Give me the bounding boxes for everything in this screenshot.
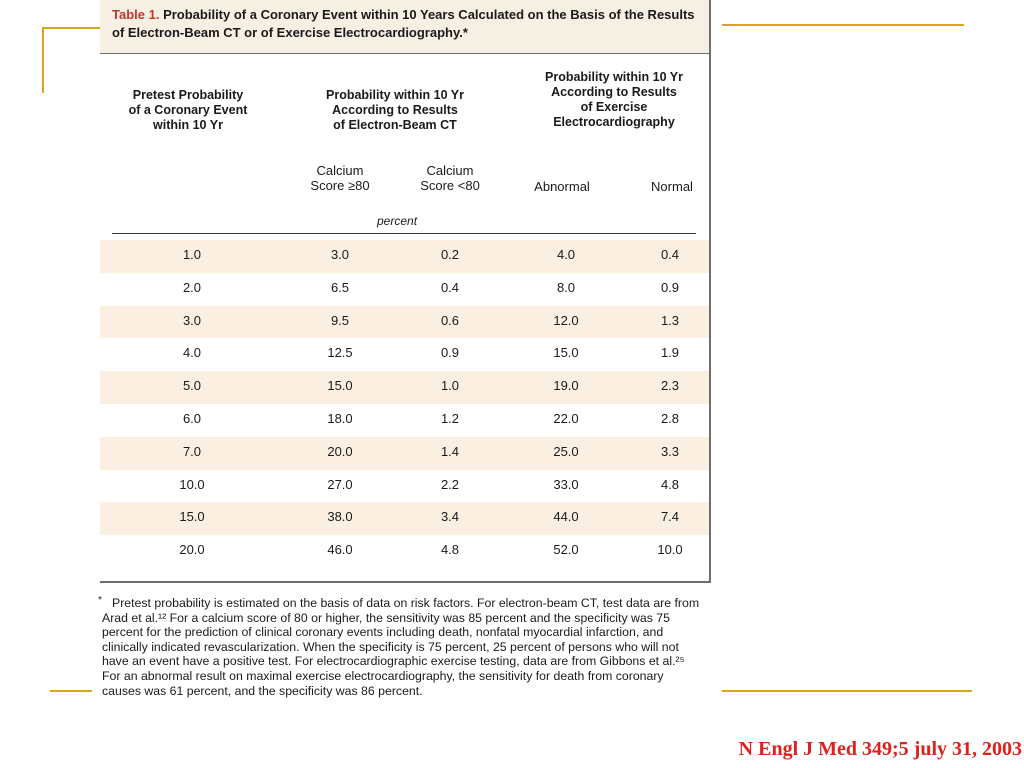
table-cell: 0.4 bbox=[440, 279, 460, 295]
table-body bbox=[100, 240, 709, 568]
header-line: Probability within 10 Yr bbox=[326, 88, 464, 102]
table-row bbox=[100, 502, 709, 535]
subheader-calcium-high bbox=[290, 163, 390, 193]
table-cell: 3.0 bbox=[330, 247, 350, 262]
table-cell: 44.0 bbox=[553, 509, 579, 525]
table-cell: 7.0 bbox=[182, 443, 202, 459]
table-cell: 20.0 bbox=[179, 542, 205, 558]
footnote-marker: * bbox=[98, 595, 102, 606]
header-ecg bbox=[520, 70, 708, 130]
table-cell: 8.0 bbox=[556, 279, 576, 295]
table-cell: 15.0 bbox=[553, 345, 579, 361]
table-cell: 1.2 bbox=[440, 410, 460, 426]
subheader-line: Calcium bbox=[426, 163, 474, 178]
table-cell: 19.0 bbox=[553, 378, 579, 394]
table-cell: 6.5 bbox=[330, 279, 350, 295]
table-cell: 10.0 bbox=[657, 542, 683, 558]
table-cell: 0.9 bbox=[440, 345, 460, 361]
table-cell: 22.0 bbox=[553, 410, 579, 426]
table-row bbox=[100, 470, 709, 503]
header-line: within 10 Yr bbox=[153, 118, 223, 132]
decor-line-top-left bbox=[42, 27, 100, 29]
table-cell: 27.0 bbox=[327, 476, 353, 492]
table-cell: 0.9 bbox=[660, 279, 680, 295]
table-cell: 9.5 bbox=[330, 312, 350, 328]
table-cell: 38.0 bbox=[327, 509, 353, 525]
table-cell: 33.0 bbox=[553, 476, 579, 492]
table-cell: 0.4 bbox=[660, 247, 680, 262]
header-line: Electrocardiography bbox=[553, 115, 675, 129]
footnote bbox=[98, 595, 702, 698]
table-cell: 12.5 bbox=[327, 345, 353, 361]
table-cell: 46.0 bbox=[327, 542, 353, 558]
footnote-text: Pretest probability is estimated on the basis of data on risk factors. For electron-beam CT, test data are from Arad et al.¹² For a calcium score of 80 or higher, the sensitivity was 85 percent and the specificity was 75 percent for the prediction of clinical coronary events including death, nonfatal myocardial infarction, and clinically indicated revascularization. When the specificity is 75 percent, 25 percent of persons who will not have an event have a positive test. For electrocardiographic exercise testing, data are from Gibbons et al.²⁵ For an abnormal result on maximal exercise electrocardiography, the sensitivity for death from coronary causes was 61 percent, and the specificity was 86 percent. bbox=[102, 596, 700, 698]
header-line: According to Results bbox=[551, 85, 677, 99]
table-cell: 2.8 bbox=[660, 410, 680, 426]
table-cell: 25.0 bbox=[553, 443, 579, 459]
table-cell: 2.2 bbox=[440, 476, 460, 492]
header-line: of Electron-Beam CT bbox=[333, 118, 457, 132]
table-row bbox=[100, 338, 709, 371]
header-line: of Exercise bbox=[580, 100, 648, 114]
decor-line-left-vertical bbox=[42, 27, 44, 93]
table-cell: 4.0 bbox=[556, 247, 576, 262]
table-cell: 15.0 bbox=[327, 378, 353, 394]
table-cell: 1.0 bbox=[182, 247, 202, 262]
decor-line-bottom-right bbox=[722, 690, 972, 692]
table-row bbox=[100, 535, 709, 568]
table-cell: 1.4 bbox=[440, 443, 460, 459]
table-cell: 2.3 bbox=[660, 378, 680, 394]
table-cell: 1.0 bbox=[440, 378, 460, 394]
decor-line-top-right bbox=[722, 24, 964, 26]
table-cell: 0.2 bbox=[440, 247, 460, 262]
table-row bbox=[100, 306, 709, 339]
table-row bbox=[100, 404, 709, 437]
table-cell: 5.0 bbox=[182, 378, 202, 394]
citation: N Engl J Med 349;5 july 31, 2003 bbox=[738, 738, 1022, 760]
header-line: According to Results bbox=[332, 103, 458, 117]
table-cell: 4.8 bbox=[660, 476, 680, 492]
subheader-line: Calcium bbox=[316, 163, 364, 178]
table-title bbox=[100, 0, 709, 54]
table-cell: 4.0 bbox=[182, 345, 202, 361]
table-row bbox=[100, 240, 709, 273]
table-cell: 0.6 bbox=[440, 312, 460, 328]
table-cell: 6.0 bbox=[182, 410, 202, 426]
table-cell: 1.3 bbox=[660, 312, 680, 328]
subheader-calcium-low bbox=[400, 163, 500, 193]
decor-line-bottom-left bbox=[50, 690, 92, 692]
table-cell: 1.9 bbox=[660, 345, 680, 361]
table-cell: 7.4 bbox=[660, 509, 680, 525]
table-row bbox=[100, 371, 709, 404]
header-line: Probability within 10 Yr bbox=[545, 70, 683, 84]
table-cell: 15.0 bbox=[179, 509, 205, 525]
header-rule bbox=[112, 233, 696, 234]
subheader-normal: Normal bbox=[651, 179, 693, 194]
table-cell: 18.0 bbox=[327, 410, 353, 426]
table-row bbox=[100, 273, 709, 306]
table-cell: 10.0 bbox=[179, 476, 205, 492]
table-cell: 3.4 bbox=[440, 509, 460, 525]
table-panel bbox=[100, 0, 711, 583]
header-ebct bbox=[290, 88, 500, 133]
table-cell: 52.0 bbox=[553, 542, 579, 558]
table-cell: 3.0 bbox=[182, 312, 202, 328]
table-cell: 3.3 bbox=[660, 443, 680, 459]
table-row bbox=[100, 437, 709, 470]
subheader-line: Score <80 bbox=[420, 178, 480, 193]
table-cell: 12.0 bbox=[553, 312, 579, 328]
table-cell: 20.0 bbox=[327, 443, 353, 459]
header-line: Pretest Probability bbox=[132, 88, 244, 102]
table-title-label: Table 1. bbox=[112, 7, 160, 22]
header-pretest bbox=[108, 88, 268, 133]
table-cell: 2.0 bbox=[182, 279, 202, 295]
subheader-abnormal: Abnormal bbox=[534, 179, 590, 194]
table-cell: 4.8 bbox=[440, 542, 460, 558]
subheader-line: Score ≥80 bbox=[310, 178, 370, 193]
table-title-text: Probability of a Coronary Event within 10 Years Calculated on the Basis of the Results of Electron-Beam CT or of Exercise Electrocardiography.* bbox=[112, 7, 695, 40]
unit-label: percent bbox=[377, 214, 418, 228]
header-line: of a Coronary Event bbox=[128, 103, 248, 117]
